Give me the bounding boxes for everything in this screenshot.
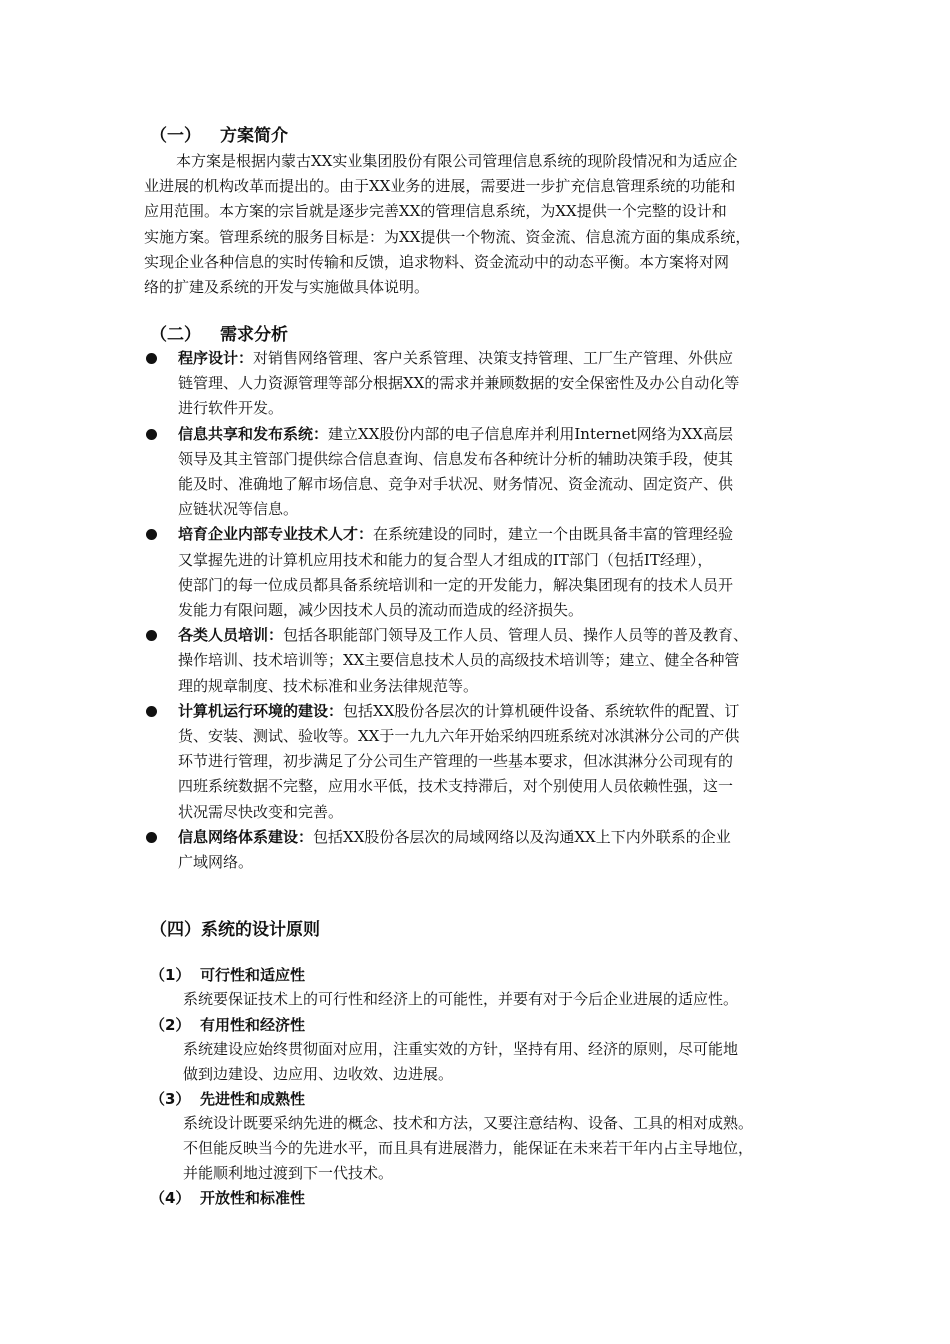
- principle-heading-3: [150, 1089, 305, 1109]
- bullet-item-network: [144, 825, 824, 875]
- paragraph-line: 实现企业各种信息的实时传输和反馈，追求物料、资金流动中的动态平衡。本方案将对网: [144, 252, 730, 271]
- section-heading-needs: [150, 324, 288, 346]
- bullet-text: 应链状况等信息。: [178, 500, 299, 519]
- bullet-text: 包括XX股份各层次的局域网络以及沟通XX上下内外联系的企业: [313, 827, 731, 846]
- bullet-item-talent: [144, 522, 824, 623]
- paragraph-line: 系统设计既要采纳先进的概念、技术和方法，又要注意结构、设备、工具的相对成熟。: [183, 1114, 754, 1132]
- bullet-text: 链管理、人力资源管理等部分根据XX的需求并兼顾数据的安全保密性及办公自动化等: [178, 374, 740, 393]
- bullet-item-program-design: [144, 346, 824, 422]
- bullet-item-info-sharing: [144, 422, 824, 523]
- principle-title: 可行性和适应性: [200, 966, 306, 984]
- principle-heading-2: [150, 1015, 305, 1035]
- principle-text-1: [183, 987, 738, 1012]
- section-heading-intro: [150, 125, 288, 147]
- bullet-text: 状况需尽快改变和完善。: [178, 802, 344, 821]
- paragraph-line: 不但能反映当今的先进水平，而且具有进展潜力，能保证在未来若干年内占主导地位，: [183, 1139, 754, 1158]
- bullet-label: 信息网络体系建设：: [178, 827, 314, 846]
- principle-number: （3）: [150, 1090, 191, 1108]
- section-heading-principles: （四）系统的设计原则: [150, 920, 320, 940]
- bullet-text: 包括XX股份各层次的计算机硬件设备、系统软件的配置、订: [343, 701, 740, 720]
- bullet-text: 广域网络。: [178, 853, 254, 872]
- principle-title: 开放性和标准性: [200, 1189, 306, 1207]
- principle-heading-4: [150, 1188, 305, 1208]
- bullet-icon: [146, 706, 157, 717]
- paragraph-line: 络的扩建及系统的开发与实施做具体说明。: [144, 278, 430, 297]
- bullet-text: 进行软件开发。: [178, 399, 284, 418]
- section-title: 方案简介: [220, 126, 288, 146]
- bullet-icon: [146, 353, 157, 364]
- bullet-text: 四班系统数据不完整，应用水平低，技术支持滞后，对个别使用人员依赖性强，这一: [178, 777, 734, 796]
- section-title: 需求分析: [220, 325, 288, 345]
- principle-text-3: [183, 1111, 753, 1187]
- bullet-text: 环节进行管理，初步满足了分公司生产管理的一些基本要求，但冰淇淋分公司现有的: [178, 752, 734, 771]
- bullet-text: 理的规章制度、技术标准和业务法律规范等。: [178, 676, 479, 695]
- bullet-text: 建立XX股份内部的电子信息库并利用Internet网络为XX高层: [328, 424, 733, 443]
- bullet-label: 培育企业内部专业技术人才：: [178, 525, 374, 544]
- bullet-icon: [146, 429, 157, 440]
- paragraph-line: 实施方案。管理系统的服务目标是：为XX提供一个物流、资金流、信息流方面的集成系统，: [144, 227, 751, 246]
- paragraph-line: 业进展的机构改革而提出的。由于XX业务的进展，需要进一步扩充信息管理系统的功能和: [144, 177, 736, 196]
- principle-title: 先进性和成熟性: [200, 1090, 306, 1108]
- principle-heading-1: [150, 965, 305, 985]
- principle-text-2: [183, 1037, 738, 1087]
- paragraph-line: 应用范围。本方案的宗旨就是逐步完善XX的管理信息系统，为XX提供一个完整的设计和: [144, 202, 727, 221]
- bullet-label: 信息共享和发布系统：: [178, 424, 329, 443]
- bullet-item-computing-env: [144, 699, 824, 825]
- bullet-text: 货、安装、测试、验收等。XX于一九九六年开始采纳四班系统对冰淇淋分公司的产供: [178, 727, 740, 746]
- bullet-icon: [146, 832, 157, 843]
- bullet-text: 又掌握先进的计算机应用技术和能力的复合型人才组成的IT部门（包括IT经理），: [178, 550, 713, 569]
- bullet-text: 在系统建设的同时，建立一个由既具备丰富的管理经验: [373, 525, 734, 544]
- bullet-label: 计算机运行环境的建设：: [178, 701, 344, 720]
- bullet-item-training: [144, 623, 824, 699]
- paragraph-line: 系统要保证技术上的可行性和经济上的可能性，并要有对于今后企业进展的适应性。: [183, 990, 739, 1008]
- needs-bullet-list: [144, 346, 824, 875]
- bullet-text: 包括各职能部门领导及工作人员、管理人员、操作人员等的普及教育、: [283, 626, 749, 645]
- section-number: （一）: [150, 126, 201, 146]
- principle-number: （2）: [150, 1016, 191, 1034]
- bullet-text: 能及时、准确地了解市场信息、竞争对手状况、财务情况、资金流动、固定资产、供: [178, 475, 734, 494]
- paragraph-line: 本方案是根据内蒙古XX实业集团股份有限公司管理信息系统的现阶段情况和为适应企: [176, 152, 738, 170]
- bullet-text: 使部门的每一位成员都具备系统培训和一定的开发能力，解决集团现有的技术人员开: [178, 575, 734, 594]
- bullet-text: 领导及其主管部门提供综合信息查询、信息发布各种统计分析的辅助决策手段，使其: [178, 449, 734, 468]
- paragraph-line: 做到边建设、边应用、边收效、边进展。: [183, 1065, 454, 1084]
- principle-title: 有用性和经济性: [200, 1016, 306, 1034]
- bullet-text: 对销售网络管理、客户关系管理、决策支持管理、工厂生产管理、外供应: [253, 349, 734, 367]
- bullet-text: 操作培训、技术培训等；XX主要信息技术人员的高级技术培训等；建立、健全各种管: [178, 651, 740, 670]
- bullet-label: 程序设计：: [178, 349, 254, 367]
- principle-number: （1）: [150, 966, 191, 984]
- bullet-icon: [146, 630, 157, 641]
- bullet-text: 发能力有限问题，减少因技术人员的流动而造成的经济损失。: [178, 601, 584, 620]
- intro-paragraph: [144, 149, 750, 300]
- bullet-label: 各类人员培训：: [178, 626, 284, 645]
- principle-number: （4）: [150, 1189, 191, 1207]
- section-number: （二）: [150, 325, 201, 345]
- paragraph-line: 系统建设应始终贯彻面对应用，注重实效的方针，坚持有用、经济的原则，尽可能地: [183, 1040, 739, 1058]
- paragraph-line: 并能顺利地过渡到下一代技术。: [183, 1164, 394, 1183]
- bullet-icon: [146, 529, 157, 540]
